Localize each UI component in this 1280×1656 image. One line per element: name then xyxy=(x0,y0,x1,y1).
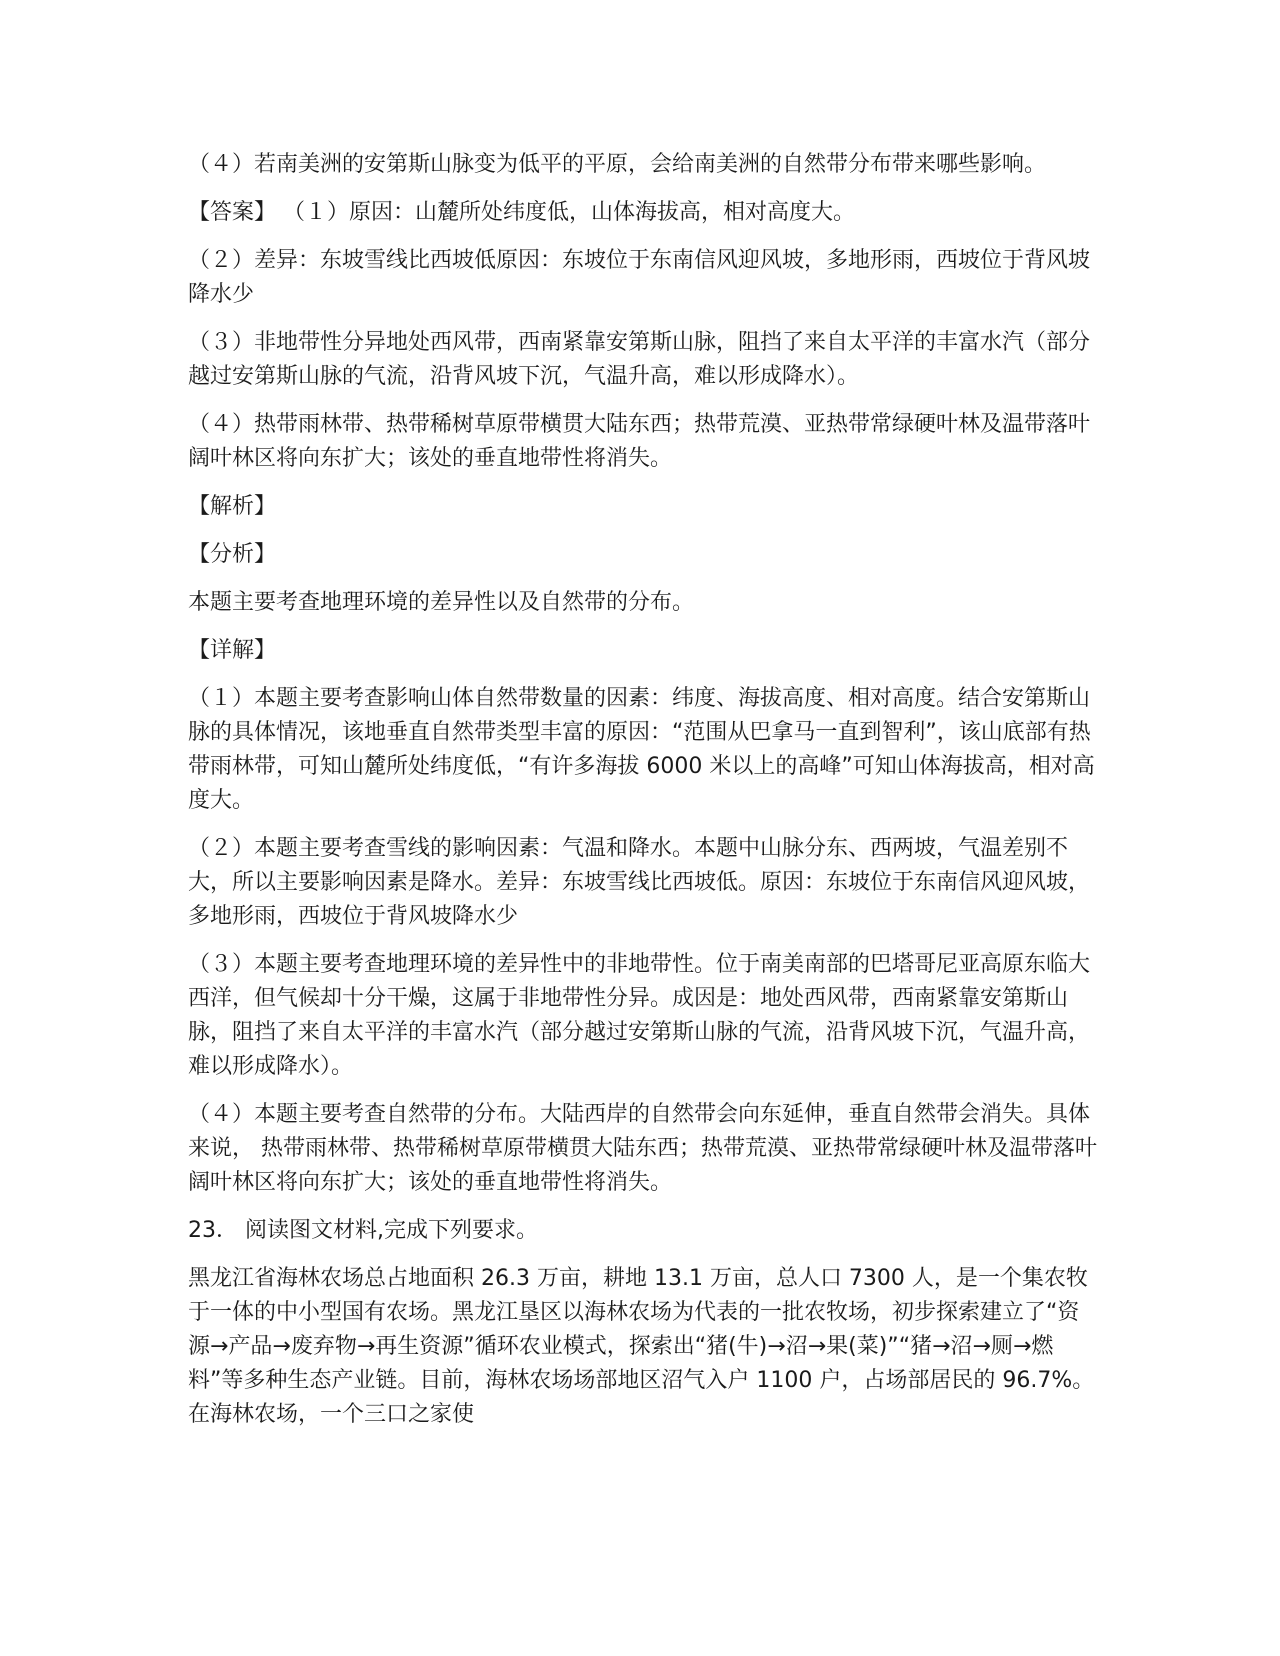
detail-part-3: （３）本题主要考查地理环境的差异性中的非地带性。位于南美南部的巴塔哥尼亚高原东临大西洋，但气候却十分干燥，这属于非地带性分异。成因是：地处西风带，西南紧靠安第斯山脉，阻挡了来自太平洋的丰富水汽（部分越过安第斯山脉的气流，沿背风坡下沉，气温升高，难以形成降水）。 xyxy=(188,952,1091,1079)
fenxi-heading: 【分析】 xyxy=(188,542,277,567)
answer-part-4: （４）热带雨林带、热带稀树草原带横贯大陆东西；热带荒漠、亚热带常绿硬叶林及温带落叶阔叶林区将向东扩大；该处的垂直地带性将消失。 xyxy=(188,412,1091,471)
answer-part-2: （２）差异：东坡雪线比西坡低原因：东坡位于东南信风迎风坡，多地形雨，西坡位于背风坡降水少 xyxy=(188,248,1091,307)
fenxi-body: 本题主要考查地理环境的差异性以及自然带的分布。 xyxy=(188,590,695,615)
detail-part-4: （４）本题主要考查自然带的分布。大陆西岸的自然带会向东延伸，垂直自然带会消失。具体来说， 热带雨林带、热带稀树草原带横贯大陆东西；热带荒漠、亚热带常绿硬叶林及温带落叶阔叶林区将向东扩大；该处的垂直地带性将消失。 xyxy=(188,1102,1097,1195)
xiangjie-heading: 【详解】 xyxy=(188,638,277,663)
answer-part-1: 【答案】 （１）原因：山麓所处纬度低，山体海拔高，相对高度大。 xyxy=(188,200,855,225)
question-23-material: 黑龙江省海林农场总占地面积 26.3 万亩，耕地 13.1 万亩，总人口 7300 人，是一个集农牧于一体的中小型国有农场。黑龙江垦区以海林农场为代表的一批农牧场，初步探索建立了“资源→产品→废弃物→再生资源”循环农业模式，探索出“猪(牛)→沼→果(菜)”“猪→沼→厕→燃料”等多种生态产业链。目前，海林农场场部地区沼气入户 1100 户，占场部居民的 96.7%。在海林农场，一个三口之家使 xyxy=(188,1266,1095,1427)
detail-part-2: （２）本题主要考查雪线的影响因素：气温和降水。本题中山脉分东、西两坡，气温差别不大，所以主要影响因素是降水。差异：东坡雪线比西坡低。原因：东坡位于东南信风迎风坡，多地形雨，西坡位于背风坡降水少 xyxy=(188,836,1091,929)
jiexi-heading: 【解析】 xyxy=(188,494,277,519)
document-page xyxy=(188,148,1098,1446)
question-23-title: 23． 阅读图文材料,完成下列要求。 xyxy=(188,1218,538,1243)
answer-part-3: （３）非地带性分异地处西风带，西南紧靠安第斯山脉，阻挡了来自太平洋的丰富水汽（部分越过安第斯山脉的气流，沿背风坡下沉，气温升高，难以形成降水）。 xyxy=(188,330,1091,389)
question-4-text: （４）若南美洲的安第斯山脉变为低平的平原，会给南美洲的自然带分布带来哪些影响。 xyxy=(188,152,1047,177)
detail-part-1: （１）本题主要考查影响山体自然带数量的因素：纬度、海拔高度、相对高度。结合安第斯山脉的具体情况，该地垂直自然带类型丰富的原因：“范围从巴拿马一直到智利”，该山底部有热带雨林带，可知山麓所处纬度低，“有许多海拔 6000 米以上的高峰”可知山体海拔高，相对高度大。 xyxy=(188,686,1095,813)
